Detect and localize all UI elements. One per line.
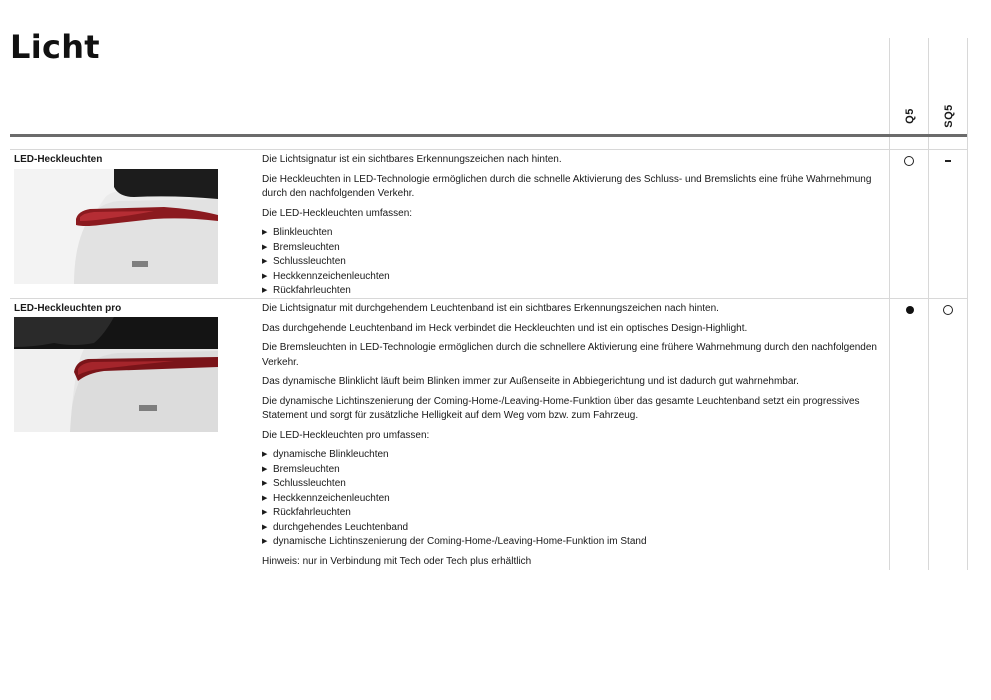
column-header-sq5: SQ5	[942, 104, 955, 128]
description-paragraph: Die Lichtsignatur mit durchgehendem Leuchtenband ist ein sichtbares Erkennungszeichen nach hinten.	[262, 303, 719, 314]
list-item: ▶ dynamische Blinkleuchten	[262, 448, 887, 463]
list-item: ▶ Schlussleuchten	[262, 255, 887, 270]
list-item: ▶ Schlussleuchten	[262, 477, 887, 492]
bullet-arrow-icon: ▶	[262, 272, 268, 280]
optional-icon	[943, 305, 953, 315]
list-item: ▶ Rückfahrleuchten	[262, 506, 887, 521]
list-item: ▶ Heckkennzeichenleuchten	[262, 270, 887, 285]
list-item: ▶ dynamische Lichtinszenierung der Coming-Home-/Leaving-Home-Funktion im Stand	[262, 535, 887, 550]
list-item: ▶ durchgehendes Leuchtenband	[262, 521, 887, 536]
bullet-arrow-icon: ▶	[262, 229, 268, 236]
bullet-arrow-icon: ▶	[262, 494, 268, 502]
description-paragraph: Die Bremsleuchten in LED-Technologie ermöglichen durch die schnellere Aktivierung eine frühere Wahrnehmung durch den nachfolgenden Verkehr.	[262, 342, 877, 368]
description-paragraph: Die LED-Heckleuchten umfassen:	[262, 207, 413, 219]
feature-row-led-heckleuchten-pro	[10, 299, 967, 571]
list-item: ▶ Blinkleuchten	[262, 226, 887, 241]
column-header-q5: Q5	[903, 108, 916, 124]
list-item: ▶ Heckkennzeichenleuchten	[262, 492, 887, 507]
description-paragraph: Das durchgehende Leuchtenband im Heck verbindet die Heckleuchten und ist ein optisches Design-Highlight.	[262, 322, 748, 334]
feature-description	[262, 153, 887, 304]
feature-title: LED-Heckleuchten pro	[14, 303, 122, 314]
optional-icon	[904, 156, 914, 166]
feature-image	[14, 169, 218, 284]
bullet-arrow-icon: ▶	[262, 523, 268, 531]
feature-description	[262, 302, 887, 574]
not-available-icon	[943, 160, 953, 162]
bullet-arrow-icon: ▶	[262, 287, 268, 294]
description-paragraph: Die Heckleuchten in LED-Technologie ermöglichen durch die schnelle Aktivierung des Schluss- und Bremslichts eine frühe Wahrnehmung durch den nachfolgenden Verkehr.	[262, 173, 872, 199]
bullet-arrow-icon: ▶	[262, 258, 268, 265]
description-paragraph: Die dynamische Lichtinszenierung der Coming-Home-/Leaving-Home-Funktion über das gesamte Leuchtenband setzt ein progressives Statement und sorgt für zusätzliche Helligkeit auf dem Weg vom bzw. zum Fahrzeug.	[262, 395, 860, 421]
bullet-arrow-icon: ▶	[262, 509, 268, 516]
feature-image	[14, 317, 218, 432]
bullet-arrow-icon: ▶	[262, 480, 268, 487]
feature-title: LED-Heckleuchten	[14, 154, 103, 165]
header-rule	[10, 134, 967, 137]
feature-list	[262, 448, 887, 550]
bullet-arrow-icon: ▶	[262, 451, 268, 458]
bullet-arrow-icon: ▶	[262, 465, 268, 473]
description-paragraph: Die LED-Heckleuchten pro umfassen:	[262, 429, 430, 441]
feature-list	[262, 226, 887, 299]
feature-note: Hinweis: nur in Verbindung mit Tech oder Tech plus erhältlich	[262, 555, 532, 567]
list-item: ▶ Rückfahrleuchten	[262, 284, 887, 299]
feature-row-led-heckleuchten	[10, 150, 967, 299]
page-title: Licht	[10, 28, 100, 66]
description-paragraph: Die Lichtsignatur ist ein sichtbares Erkennungszeichen nach hinten.	[262, 154, 562, 165]
standard-icon	[906, 306, 914, 314]
bullet-arrow-icon: ▶	[262, 538, 268, 545]
list-item: ▶ Bremsleuchten	[262, 463, 887, 478]
list-item: ▶ Bremsleuchten	[262, 241, 887, 256]
description-paragraph: Das dynamische Blinklicht läuft beim Blinken immer zur Außenseite in Abbiegerichtung und ist dadurch gut wahrnehmbar.	[262, 376, 799, 387]
bullet-arrow-icon: ▶	[262, 243, 268, 251]
